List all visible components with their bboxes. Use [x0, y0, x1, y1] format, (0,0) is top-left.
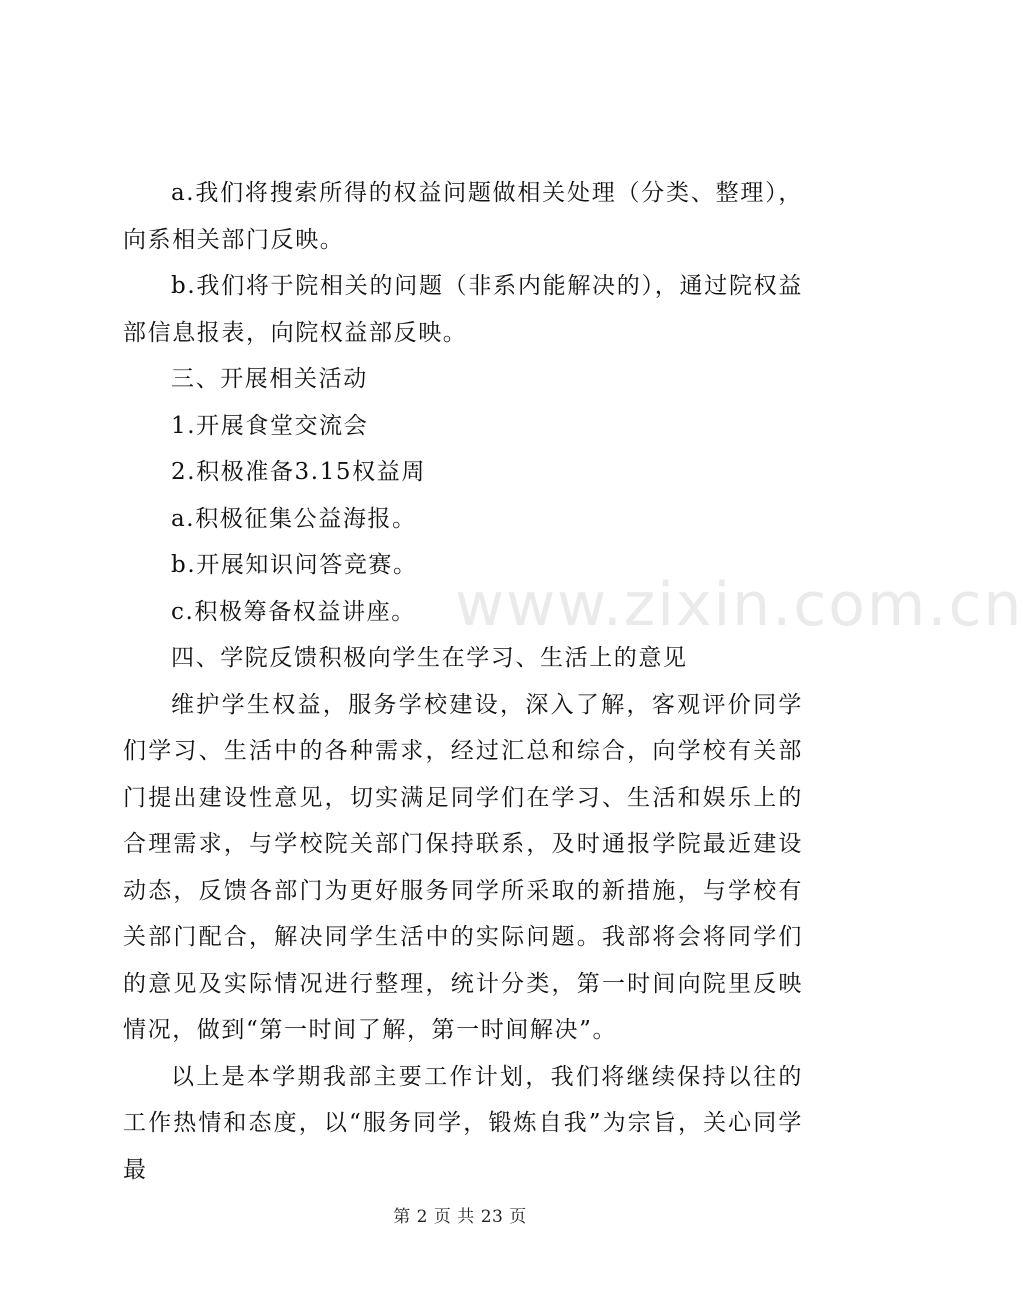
list-item-rights-week: 2.积极准备3.15权益周 [171, 459, 426, 485]
document-body [123, 170, 803, 1193]
sub-item-posters: a.积极征集公益海报。 [171, 505, 417, 532]
section-heading-activities: 三、开展相关活动 [171, 366, 368, 392]
paragraph-feedback-body: 维护学生权益，服务学校建设，深入了解，客观评价同学们学习、生活中的各种需求，经过汇总和综合，向学校有关部门提出建设性意见，切实满足同学们在学习、生活和娱乐上的合理需求，与学校院关部门保持联系，及时通报学院最近建设动态，反馈各部门为更好服务同学所采取的新措施，与学校有关部门配合，解决同学生活中的实际问题。我部将会将同学们的意见及实际情况进行整理，统计分类，第一时间向院里反映情况，做到“第一时间了解，第一时间解决”。 [123, 691, 803, 1043]
sub-item-lecture: c.积极筹备权益讲座。 [171, 598, 416, 625]
list-item-canteen: 1.开展食堂交流会 [171, 412, 369, 439]
sub-item-quiz: b.开展知识问答竞赛。 [171, 552, 418, 578]
paragraph-conclusion: 以上是本学期我部主要工作计划，我们将继续保持以往的工作热情和态度，以“服务同学，锻炼自我”为宗旨，关心同学最 [123, 1063, 803, 1183]
paragraph-b-report: b.我们将于院相关的问题（非系内能解决的），通过院权益部信息报表，向院权益部反映。 [123, 273, 803, 346]
watermark: www.zixin.com.cn [455, 570, 1023, 640]
section-heading-feedback: 四、学院反馈积极向学生在学习、生活上的意见 [171, 645, 688, 671]
paragraph-a-classify: a.我们将搜索所得的权益问题做相关处理（分类、整理），向系相关部门反映。 [123, 180, 803, 253]
page-number-footer: 第 2 页 共 23 页 [393, 1207, 527, 1227]
